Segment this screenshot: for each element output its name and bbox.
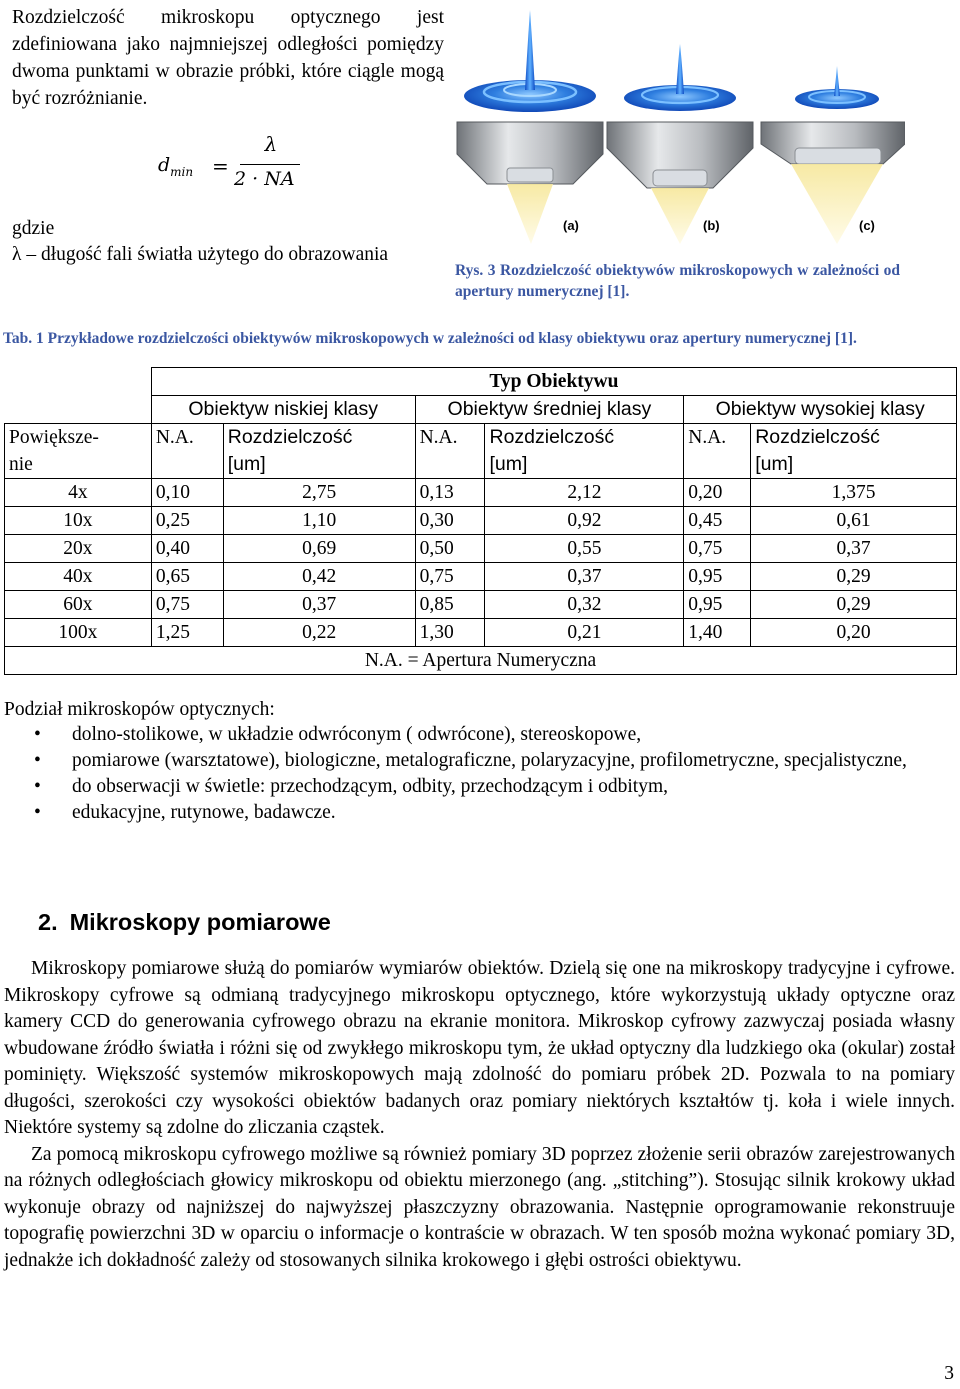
figure-illustration (455, 8, 905, 254)
mid-class-header: Obiektyw średniej klasy (415, 396, 684, 424)
objective-type-header: Typ Obiektywu (151, 368, 956, 396)
bullet-icon: • (34, 802, 41, 823)
resolution-header-mid: Rozdzielczość [um] (485, 424, 684, 479)
figure-label-a: (a) (563, 218, 579, 233)
figure-label-b: (b) (703, 218, 720, 233)
division-intro: Podział mikroskopów optycznych: (4, 699, 275, 720)
section-title: Mikroskopy pomiarowe (69, 909, 331, 935)
resolution-header-high: Rozdzielczość [um] (751, 424, 957, 479)
formula-fraction-bar (240, 164, 300, 165)
division-list (4, 722, 954, 826)
section-number: 2. (38, 909, 58, 935)
list-item: • dolno-stolikowe, w układzie odwróconym ( odwrócone), stereoskopowe, (4, 722, 954, 748)
formula-numerator: λ (264, 132, 278, 156)
droplet-a (464, 10, 596, 112)
list-item: • edukacyjne, rutynowe, badawcze. (4, 800, 954, 826)
lambda-definition: λ – długość fali światła użytego do obrazowania (12, 244, 389, 265)
resolution-header-low: Rozdzielczość [um] (223, 424, 415, 479)
objective-c (761, 122, 905, 244)
figure-label-c: (c) (859, 218, 875, 233)
intro-paragraph (12, 4, 444, 112)
bullet-icon: • (34, 750, 41, 771)
intro-text: Rozdzielczość mikroskopu optycznego jest zdefiniowana jako najmniejszej odległości pomiędzy dwoma punktami w obrazie próbki, które ciągle mogą być rozróżnianie. (12, 7, 444, 109)
droplet-c (795, 66, 879, 109)
section-body (4, 956, 955, 1274)
droplet-b (624, 44, 736, 111)
list-item: • pomiarowe (warsztatowe), biologiczne, metalograficzne, polaryzacyjne, profilometryczne, specjalistyczne, (4, 748, 954, 774)
table-row: 10x 0,25 1,10 0,30 0,92 0,45 0,61 (5, 507, 957, 535)
na-header-high: N.A. (684, 424, 751, 479)
table-footnote-row (5, 647, 957, 675)
table-footnote: N.A. = Apertura Numeryczna (5, 647, 957, 675)
magnification-header: Powiększe- nie (5, 424, 152, 479)
bullet-icon: • (34, 724, 41, 745)
table-row: 40x 0,65 0,42 0,75 0,37 0,95 0,29 (5, 563, 957, 591)
high-class-header: Obiektyw wysokiej klasy (684, 396, 957, 424)
objective-a (457, 122, 603, 244)
low-class-header: Obiektyw niskiej klasy (151, 396, 415, 424)
page-number: 3 (944, 1363, 954, 1384)
table-header-column-row (5, 424, 957, 479)
figure-caption: Rys. 3 Rozdzielczość obiektywów mikroskopowych w zależności od apertury numerycznej [1]. (455, 262, 900, 300)
table-row: 60x 0,75 0,37 0,85 0,32 0,95 0,29 (5, 591, 957, 619)
formula-lhs: $d_{min}$ (158, 154, 194, 179)
list-item: • do obserwacji w świetle: przechodzącym, odbity, przechodzącym i odbitym, (4, 774, 954, 800)
resolution-table (4, 367, 957, 675)
objective-b (607, 122, 753, 244)
where-label: gdzie (12, 218, 55, 239)
formula-equals: = (212, 154, 229, 178)
bullet-icon: • (34, 776, 41, 797)
na-header-mid: N.A. (415, 424, 485, 479)
table-header-class-row (5, 396, 957, 424)
table-row: 100x 1,25 0,22 1,30 0,21 1,40 0,20 (5, 619, 957, 647)
table-caption: Tab. 1 Przykładowe rozdzielczości obiektywów mikroskopowych w zależności od klasy obiektywu oraz apertury numerycznej [1]. (3, 330, 857, 347)
table-header-group-row (5, 368, 957, 396)
resolution-formula (150, 132, 300, 194)
section-heading (38, 909, 331, 936)
body-paragraph-1: Mikroskopy pomiarowe służą do pomiarów wymiarów obiektów. Dzielą się one na mikroskopy tradycyjne i cyfrowe. Mikroskopy cyfrowe są odmianą tradycyjnego mikroskopu optycznego, które wykorzystują układy optyczne oraz kamery CCD do generowania cyfrowego obrazu na ekranie monitora. Mikroskop cyfrowy zazwyczaj posiada własny wbudowane źródło światła i różni się od zwykłego mikroskopu tym, że układ optyczny dla ludzkiego oka (okular) został pominięty. Większość systemów mikroskopowych mają zdolność do pomiaru próbek 2D. Pozwala to na pomiary długości, szerokości czy wysokości obiektów badanych oraz pomiary niektórych kształtów tj. koła i wiele innych. Niektóre systemy są zdolne do zliczania cząstek. (4, 958, 955, 1138)
formula-denominator: 2 · NA (234, 168, 295, 190)
table-row: 20x 0,40 0,69 0,50 0,55 0,75 0,37 (5, 535, 957, 563)
objective-resolution-figure (455, 8, 905, 254)
table-row: 4x 0,10 2,75 0,13 2,12 0,20 1,375 (5, 479, 957, 507)
formula-legend (12, 216, 444, 268)
body-paragraph-2: Za pomocą mikroskopu cyfrowego możliwe są również pomiary 3D poprzez złożenie serii obrazów zarejestrowanych na różnych odległościach głowicy mikroskopu od obiektu mierzonego (ang. „stitching”). Stosując silnik krokowy układ wykonuje obrazy od najniższej do najwyższej płaszczyzny obrazowania. Następnie oprogramowanie rekonstruuje topografię powierzchni 3D w oparciu o informacje o kontraście w obrazach. W ten sposób można wykonać pomiary 3D, jednakże ich dokładność zależy od stosowanych silnika krokowego i głębi ostrości obiektywu. (4, 1143, 955, 1271)
na-header-low: N.A. (151, 424, 223, 479)
